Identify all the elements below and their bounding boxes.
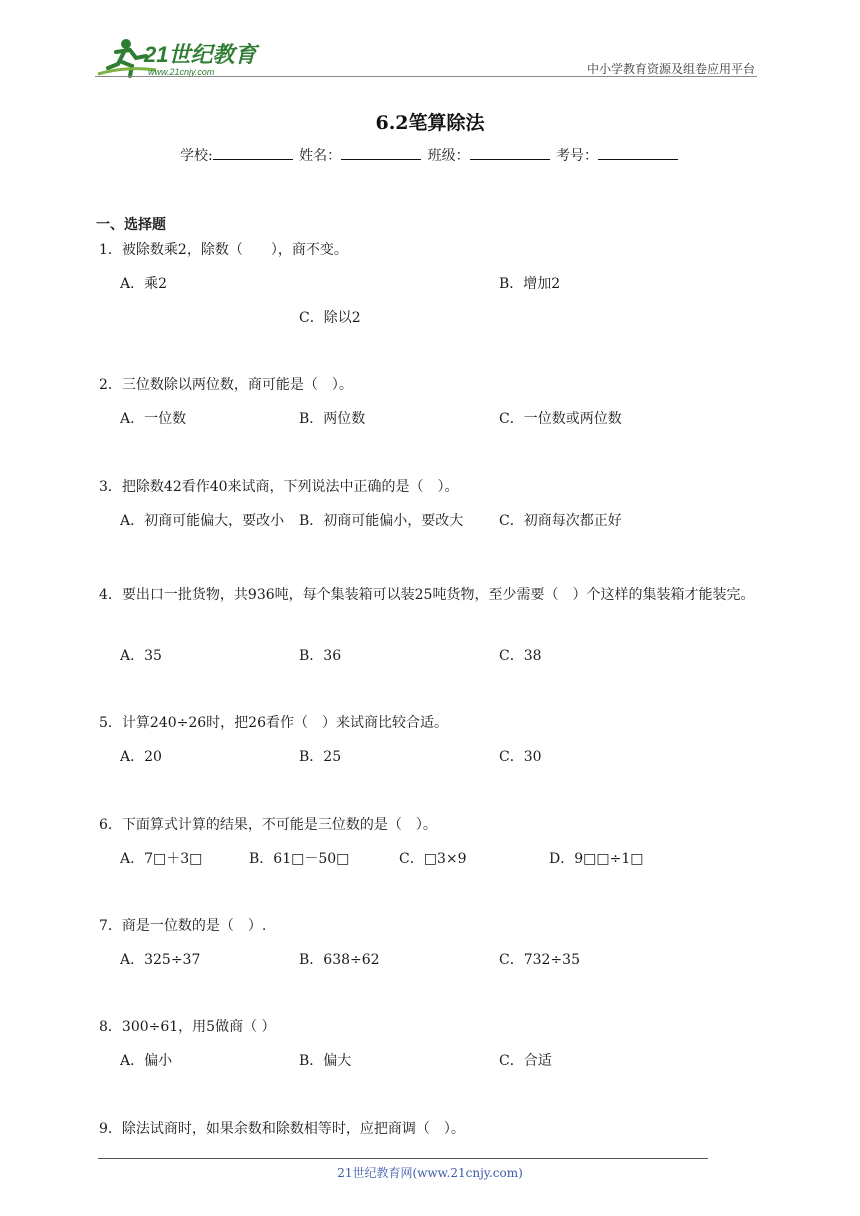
q6-option-b[interactable]: B．61□－50□: [249, 851, 350, 867]
q7-option-c[interactable]: C．732÷35: [499, 952, 580, 968]
q1-option-b[interactable]: B．增加2: [499, 276, 561, 292]
q8-option-b[interactable]: B．偏大: [299, 1053, 352, 1069]
class-label: 班级：: [427, 148, 470, 164]
question-3: 3．把除数42看作40来试商，下列说法中正确的是（ ）。: [99, 479, 459, 495]
q4-option-b[interactable]: B．36: [299, 648, 342, 664]
q4-option-a[interactable]: A．35: [120, 648, 162, 664]
exam-no-blank[interactable]: [598, 147, 678, 160]
page-title: 6.2笔算除法: [375, 112, 485, 134]
q8-option-a[interactable]: A．偏小: [120, 1053, 173, 1069]
question-4: 4．要出口一批货物，共936吨，每个集装箱可以装25吨货物，至少需要（ ）个这样的集装箱才能装完。: [99, 587, 755, 603]
brand-logo: [96, 36, 266, 80]
student-info-line: [0, 145, 860, 165]
exam-no-label: 考号：: [556, 148, 599, 164]
q5-option-a[interactable]: A．20: [120, 749, 162, 765]
q3-option-a[interactable]: A．初商可能偏大，要改小: [120, 513, 285, 529]
name-blank[interactable]: [341, 147, 421, 160]
q3-option-c[interactable]: C．初商每次都正好: [499, 513, 622, 529]
q5-option-b[interactable]: B．25: [299, 749, 342, 765]
q8-option-c[interactable]: C．合适: [499, 1053, 552, 1069]
runner-logo-icon: [96, 36, 266, 80]
question-7: 7．商是一位数的是（ ）.: [99, 918, 267, 934]
name-label: 姓名：: [299, 148, 342, 164]
q6-option-c[interactable]: C．□3×9: [399, 851, 467, 867]
q2-option-c[interactable]: C．一位数或两位数: [499, 411, 622, 427]
question-2: 2．三位数除以两位数，商可能是（ ）。: [99, 377, 353, 393]
q6-option-d[interactable]: D．9□□÷1□: [549, 851, 644, 867]
question-6: 6．下面算式计算的结果，不可能是三位数的是（ ）。: [99, 817, 437, 833]
footer-link[interactable]: 21世纪教育网(www.21cnjy.com): [337, 1166, 523, 1180]
class-blank[interactable]: [470, 147, 550, 160]
q5-option-c[interactable]: C．30: [499, 749, 542, 765]
header-tagline: 中小学教育资源及组卷应用平台: [586, 62, 755, 76]
q3-option-b[interactable]: B．初商可能偏小，要改大: [299, 513, 464, 529]
question-5: 5．计算240÷26时，把26看作（ ）来试商比较合适。: [99, 715, 448, 731]
q7-option-b[interactable]: B．638÷62: [299, 952, 380, 968]
q6-option-a[interactable]: A．7□＋3□: [120, 851, 203, 867]
footer-divider: [98, 1158, 708, 1159]
q1-option-a[interactable]: A．乘2: [120, 276, 168, 292]
q4-option-c[interactable]: C．38: [499, 648, 542, 664]
question-9: 9．除法试商时，如果余数和除数相等时，应把商调（ ）。: [99, 1121, 465, 1137]
logo-text: 21世纪教育: [144, 42, 257, 67]
question-8: 8．300÷61，用5做商（ ）: [99, 1019, 276, 1035]
question-1: 1．被除数乘2，除数（ ），商不变。: [99, 242, 348, 258]
q2-option-b[interactable]: B．两位数: [299, 411, 366, 427]
q7-option-a[interactable]: A．325÷37: [120, 952, 201, 968]
q2-option-a[interactable]: A．一位数: [120, 411, 187, 427]
logo-url: www.21cnjy.com: [148, 67, 215, 77]
header-divider: [95, 76, 757, 77]
section-heading: 一、选择题: [96, 217, 166, 233]
q1-option-c[interactable]: C．除以2: [299, 310, 361, 326]
school-blank[interactable]: [213, 147, 293, 160]
school-label: 学校:: [179, 148, 213, 164]
